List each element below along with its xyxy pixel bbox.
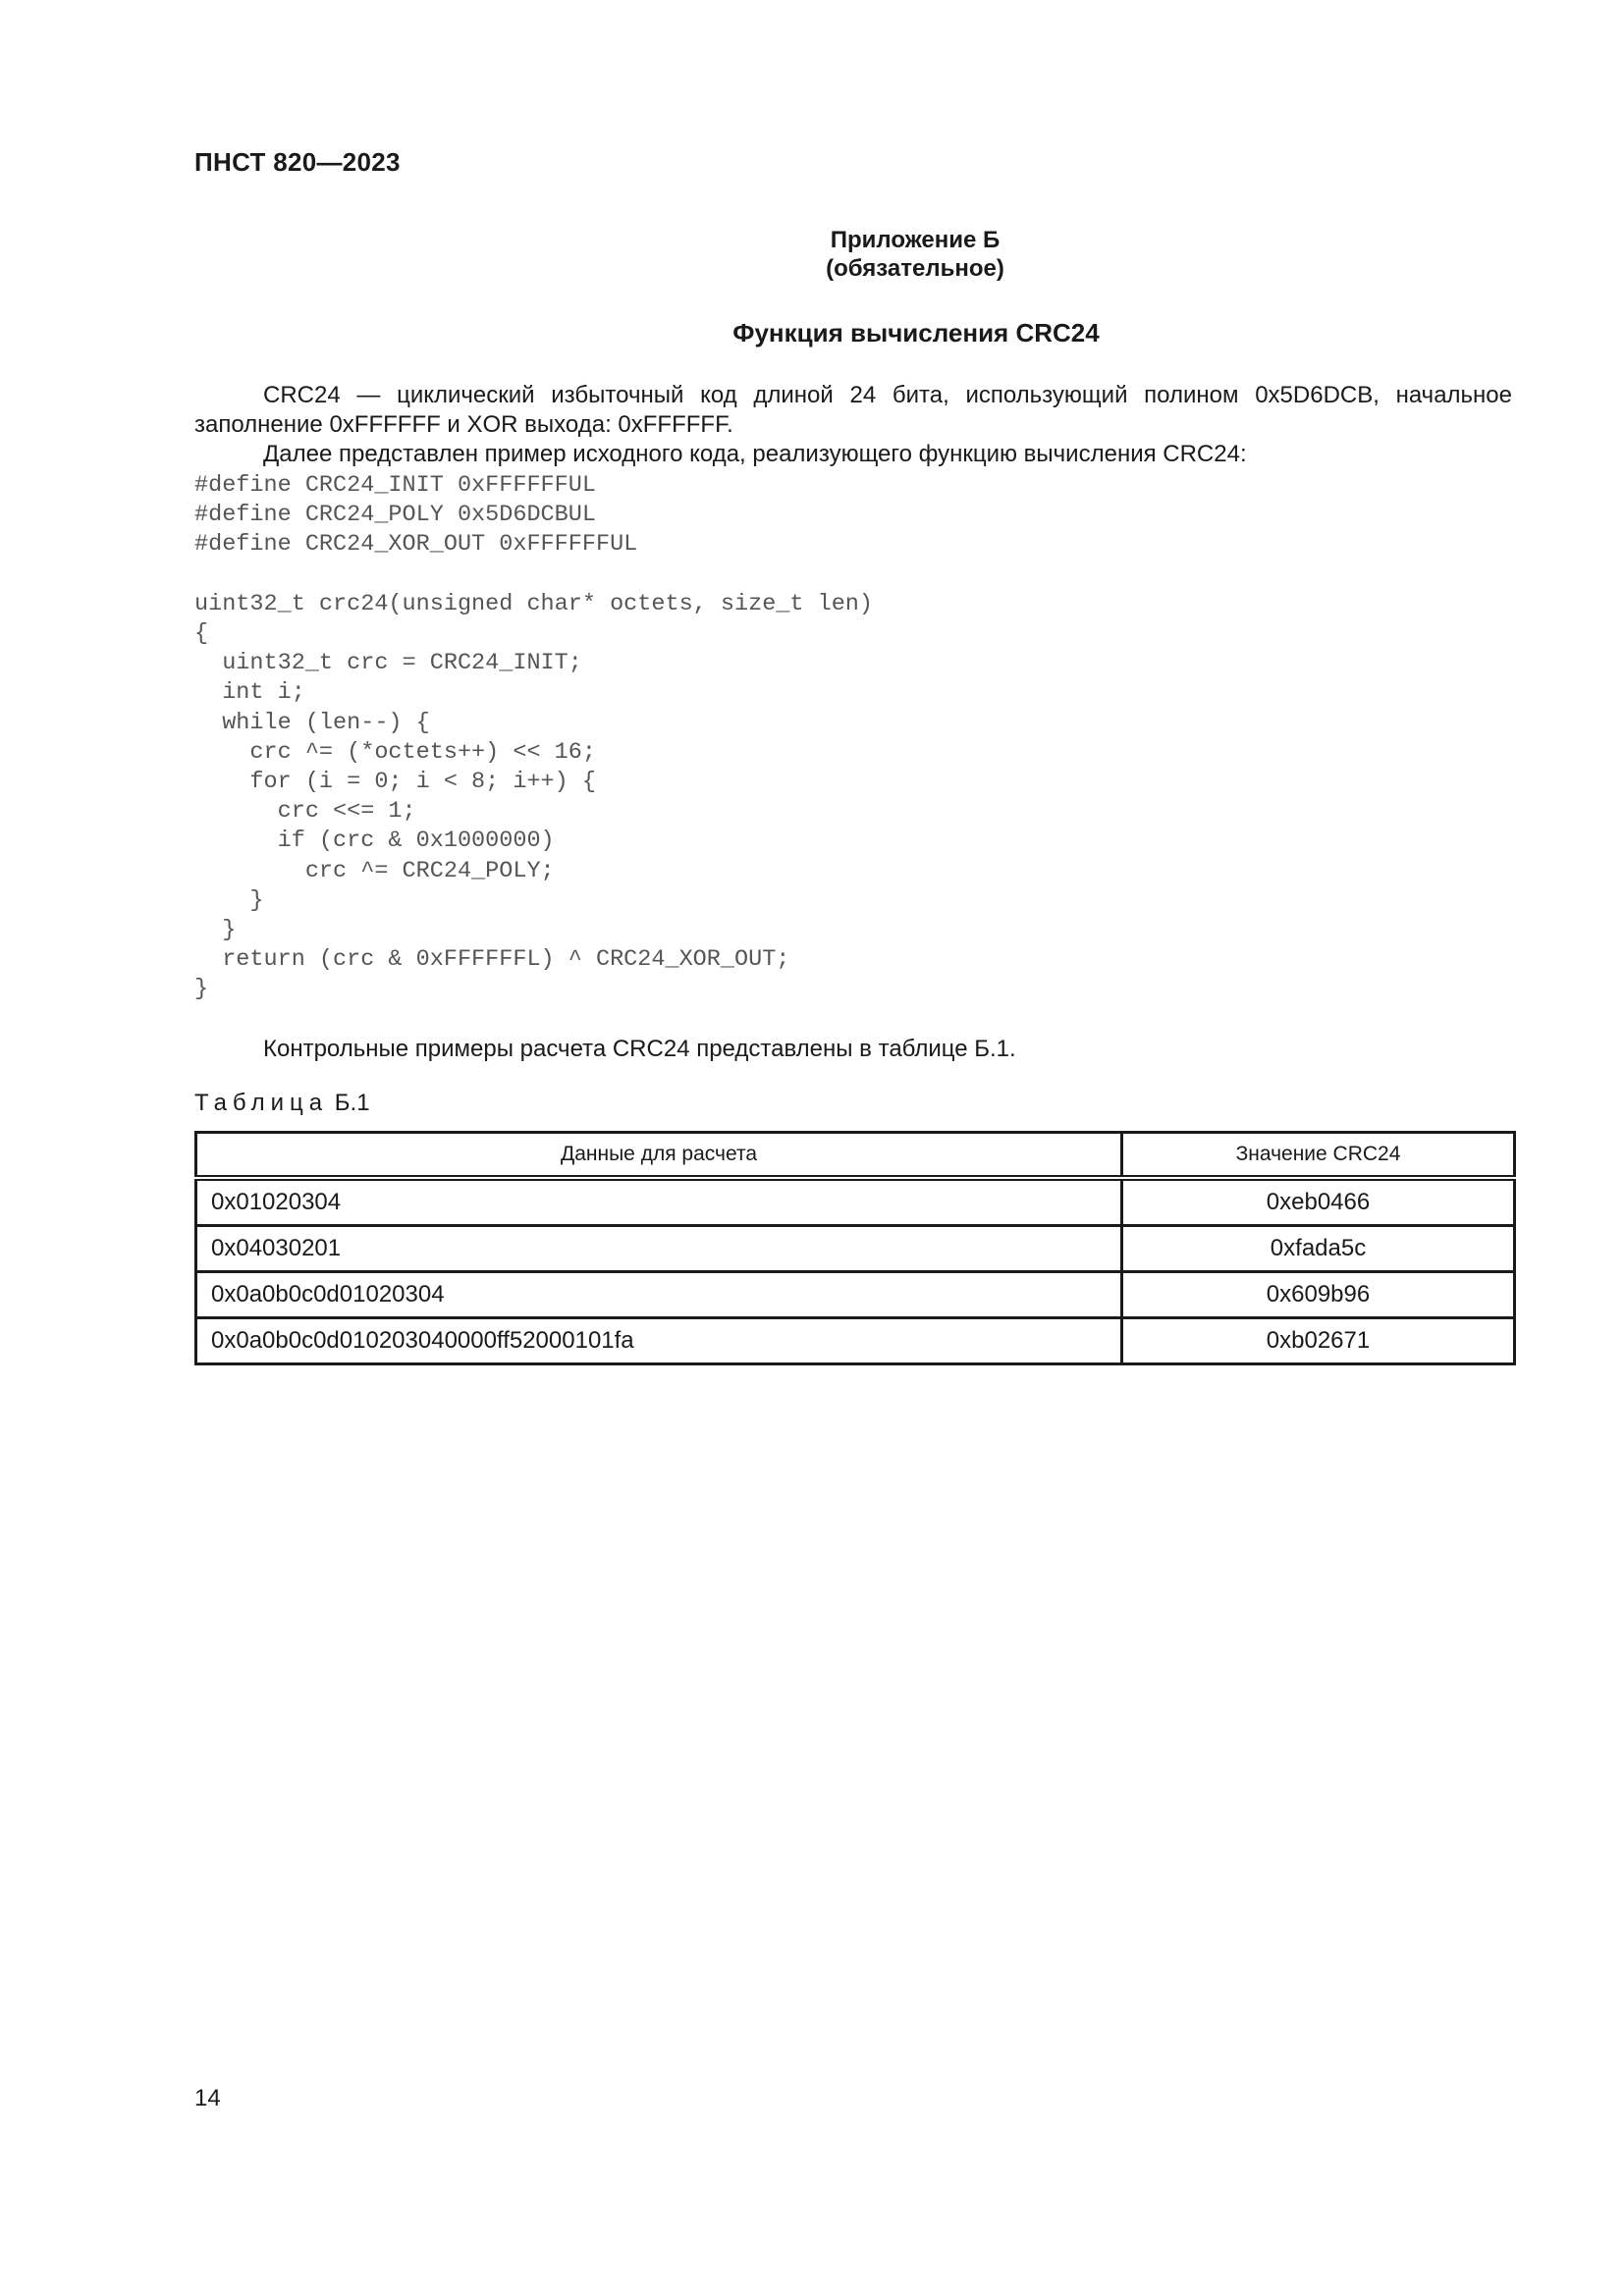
source-code-listing: #define CRC24_INIT 0xFFFFFFUL #define CRC24_POLY 0x5D6DCBUL #define CRC24_XOR_OUT 0xFFFFFFUL uint32_t crc24(unsigned char* octets, size_t len) { uint32_t crc = CRC24_INIT; int i; while (len--) { crc ^= (*octets++) << 16; for (i = 0; i < 8; i++) { crc <<= 1; if (crc & 0x1000000) crc ^= CRC24_POLY; } } return (crc & 0xFFFFFFL) ^ CRC24_XOR_OUT; } [194, 472, 874, 1003]
paragraph-text: CRC24 — циклический избыточный код длиной 24 бита, использующий полином 0x5D6DCB, начальное заполнение 0xFFFFFF и XOR выхода: 0xFFFFFF. [194, 382, 1512, 438]
table-cell-crc24: 0xeb0466 [1122, 1178, 1515, 1226]
paragraph-text: Далее представлен пример исходного кода, реализующего функцию вычисления CRC24: [263, 441, 1247, 467]
paragraph-text: Контрольные примеры расчета CRC24 представлены в таблице Б.1. [263, 1036, 1016, 1062]
table-row [196, 1272, 1515, 1318]
crc24-test-vectors-table [194, 1131, 1516, 1365]
table-caption [194, 1090, 370, 1117]
appendix-title: Приложение Б [830, 227, 1001, 253]
paragraph-code-intro [194, 440, 1512, 469]
page-number: 14 [194, 2085, 221, 2111]
table-cell-data: 0x01020304 [196, 1178, 1122, 1226]
document-code: ПНСТ 820—2023 [194, 147, 401, 177]
appendix-status: (обязательное) [826, 255, 1004, 282]
table-cell-crc24: 0x609b96 [1122, 1272, 1515, 1318]
column-header-crc24: Значение CRC24 [1122, 1133, 1515, 1179]
table-caption-number: Б.1 [334, 1090, 370, 1116]
section-title [0, 318, 1624, 348]
table-cell-crc24: 0xb02671 [1122, 1318, 1515, 1364]
table-row [196, 1318, 1515, 1364]
table-cell-data: 0x0a0b0c0d01020304 [196, 1272, 1122, 1318]
table-caption-word: Таблица [194, 1090, 329, 1116]
column-header-data: Данные для расчета [196, 1133, 1122, 1179]
table-cell-data: 0x0a0b0c0d010203040000ff52000101fa [196, 1318, 1122, 1364]
table-row [196, 1178, 1515, 1226]
paragraph-table-intro [194, 1035, 1512, 1064]
section-title-text: Функция вычисления CRC24 [732, 318, 1100, 347]
table-row [196, 1226, 1515, 1272]
table-cell-data: 0x04030201 [196, 1226, 1122, 1272]
paragraph-crc24-definition [194, 381, 1512, 440]
table-cell-crc24: 0xfada5c [1122, 1226, 1515, 1272]
appendix-heading [0, 226, 1624, 283]
table-header-row [196, 1133, 1515, 1179]
